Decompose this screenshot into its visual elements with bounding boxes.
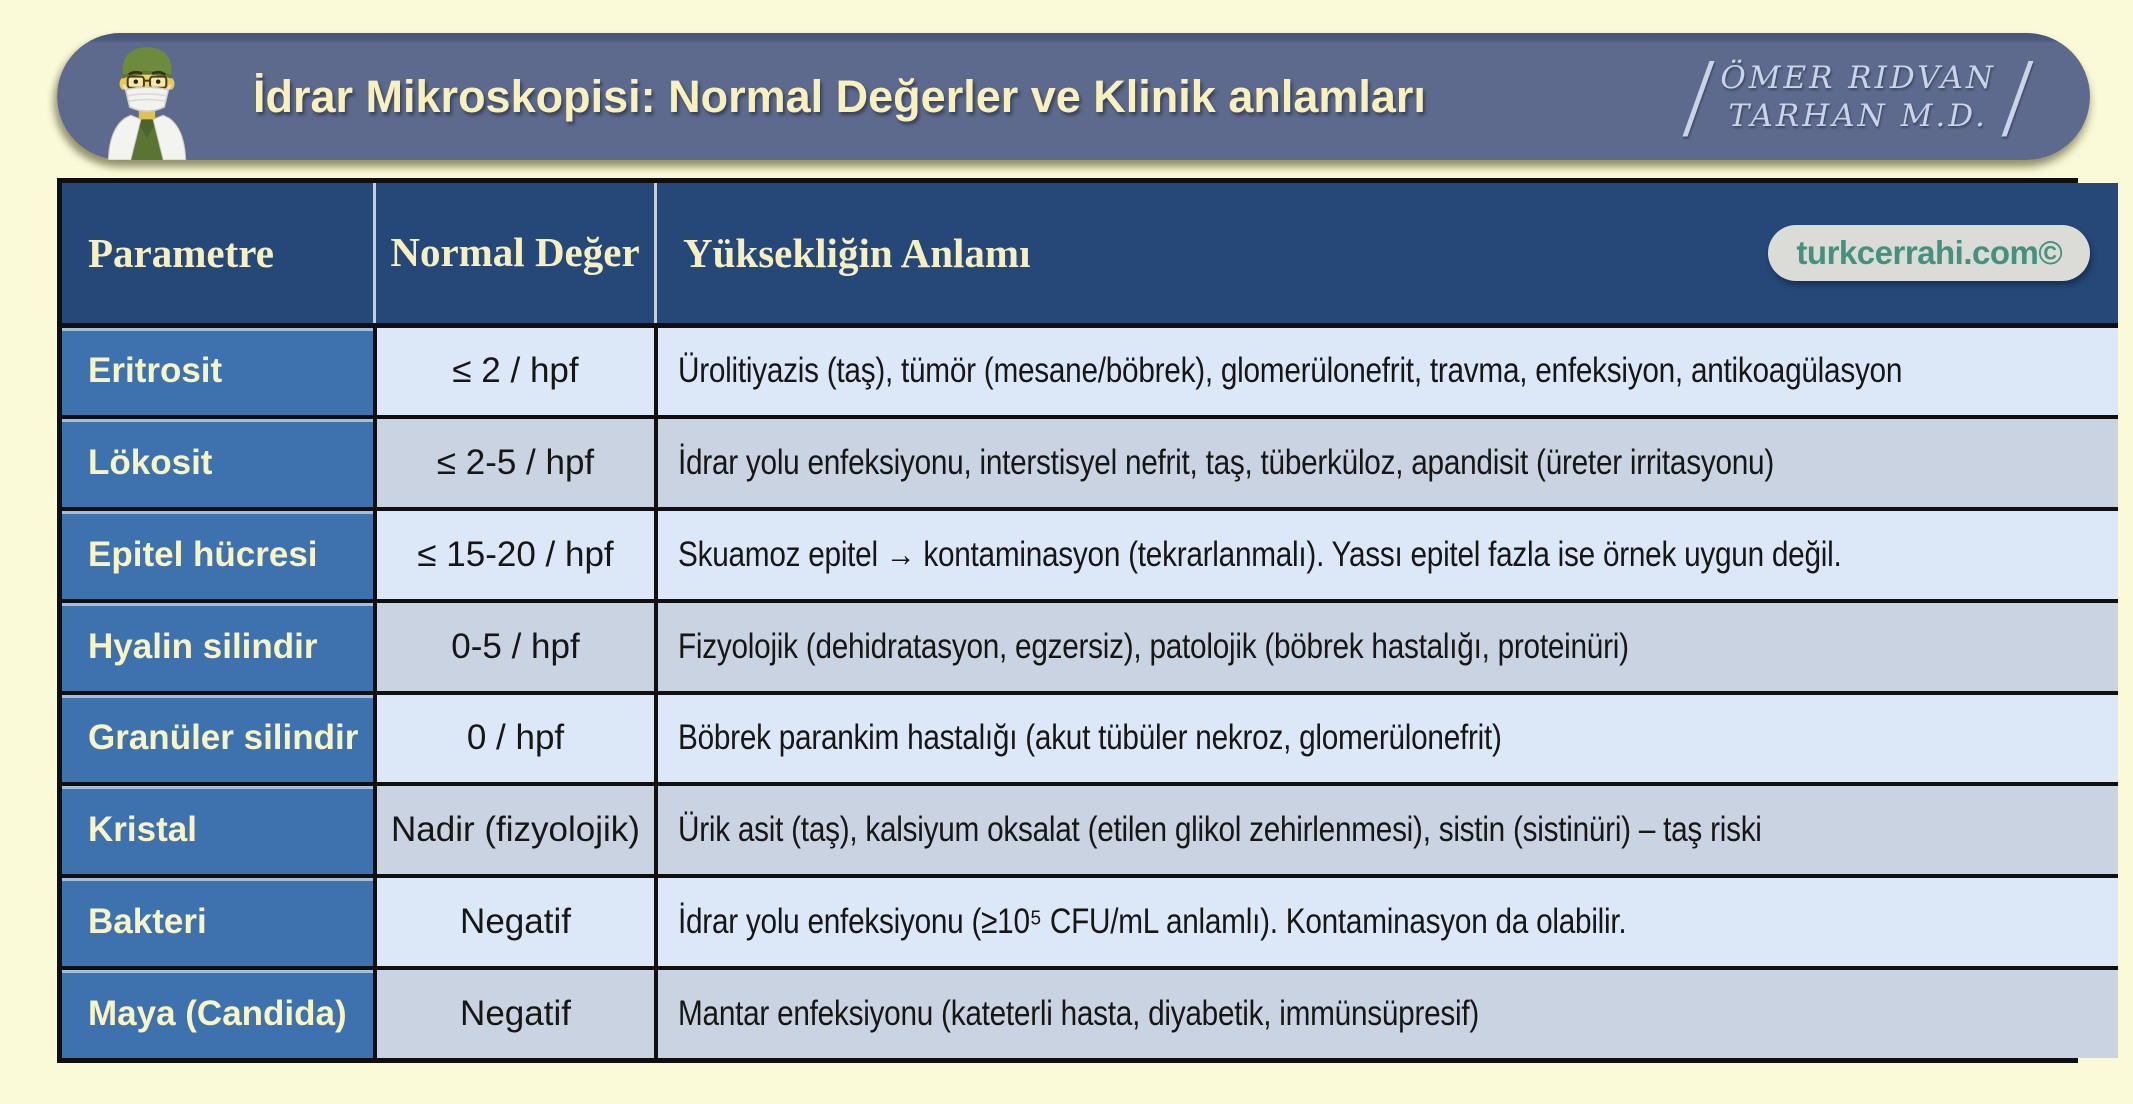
normal-value-cell: Negatif [373,966,654,1058]
turkcerrahi-badge: turkcerrahi.com© [1768,225,2090,281]
meaning-cell [654,599,2118,691]
meaning-text: Fizyolojik (dehidratasyon, egzersiz), patolojik (böbrek hastalığı, proteinüri) [678,626,1629,666]
urine-microscopy-table [57,178,2078,1063]
meaning-cell [654,323,2118,415]
meaning-text: Skuamoz epitel → kontaminasyon (tekrarlanmalı). Yassı epitel fazla ise örnek uygun değil. [678,534,1842,574]
normal-value-cell: ≤ 15-20 / hpf [373,507,654,599]
param-cell: Lökosit [62,415,373,507]
normal-value-cell: ≤ 2-5 / hpf [373,415,654,507]
param-cell: Hyalin silindir [62,599,373,691]
meaning-cell [654,782,2118,874]
signature-line-1: ÖMER RIDVAN [1720,60,1996,96]
meaning-cell [654,691,2118,783]
meaning-text: İdrar yolu enfeksiyonu (≥10⁵ CFU/mL anlamlı). Kontaminasyon da olabilir. [678,902,1627,942]
normal-value-cell: Nadir (fizyolojik) [373,782,654,874]
author-signature [1683,42,2033,152]
meaning-text: Ürolitiyazis (taş), tümör (mesane/böbrek), glomerülonefrit, travma, enfeksiyon, antikoagülasyon [678,351,1903,391]
param-cell: Granüler silindir [62,691,373,783]
column-header-label: Yüksekliğin Anlamı [683,230,1031,276]
meaning-text: Böbrek parankim hastalığı (akut tübüler nekroz, glomerülonefrit) [678,718,1502,758]
normal-value-cell: ≤ 2 / hpf [373,323,654,415]
param-cell: Bakteri [62,874,373,966]
column-header-yuksekligin-anlami [654,183,2118,323]
param-cell: Maya (Candida) [62,966,373,1058]
param-cell: Kristal [62,782,373,874]
meaning-cell [654,507,2118,599]
meaning-text: İdrar yolu enfeksiyonu, interstisyel nefrit, taş, tüberküloz, apandisit (üreter irritasyonu) [678,442,1774,482]
meaning-cell [654,415,2118,507]
page-title: İdrar Mikroskopisi: Normal Değerler ve Klinik anlamları [253,70,1426,122]
signature-line-2: TARHAN M.D. [1728,98,1988,134]
column-header-normal-deger: Normal Değer [373,183,654,323]
normal-value-cell: 0 / hpf [373,691,654,783]
meaning-cell [654,874,2118,966]
param-cell: Epitel hücresi [62,507,373,599]
signature-slash-right: / [2006,43,2029,150]
meaning-text: Mantar enfeksiyonu (kateterli hasta, diyabetik, immünsüpresif) [678,994,1480,1034]
column-header-parametre: Parametre [62,183,373,323]
meaning-text: Ürik asit (taş), kalsiyum oksalat (etilen glikol zehirlenmesi), sistin (sistinüri) – taş riski [678,810,1762,850]
normal-value-cell: 0-5 / hpf [373,599,654,691]
signature-slash-left: / [1687,43,1710,150]
param-cell: Eritrosit [62,323,373,415]
normal-value-cell: Negatif [373,874,654,966]
doctor-avatar-icon [96,40,198,160]
meaning-cell [654,966,2118,1058]
